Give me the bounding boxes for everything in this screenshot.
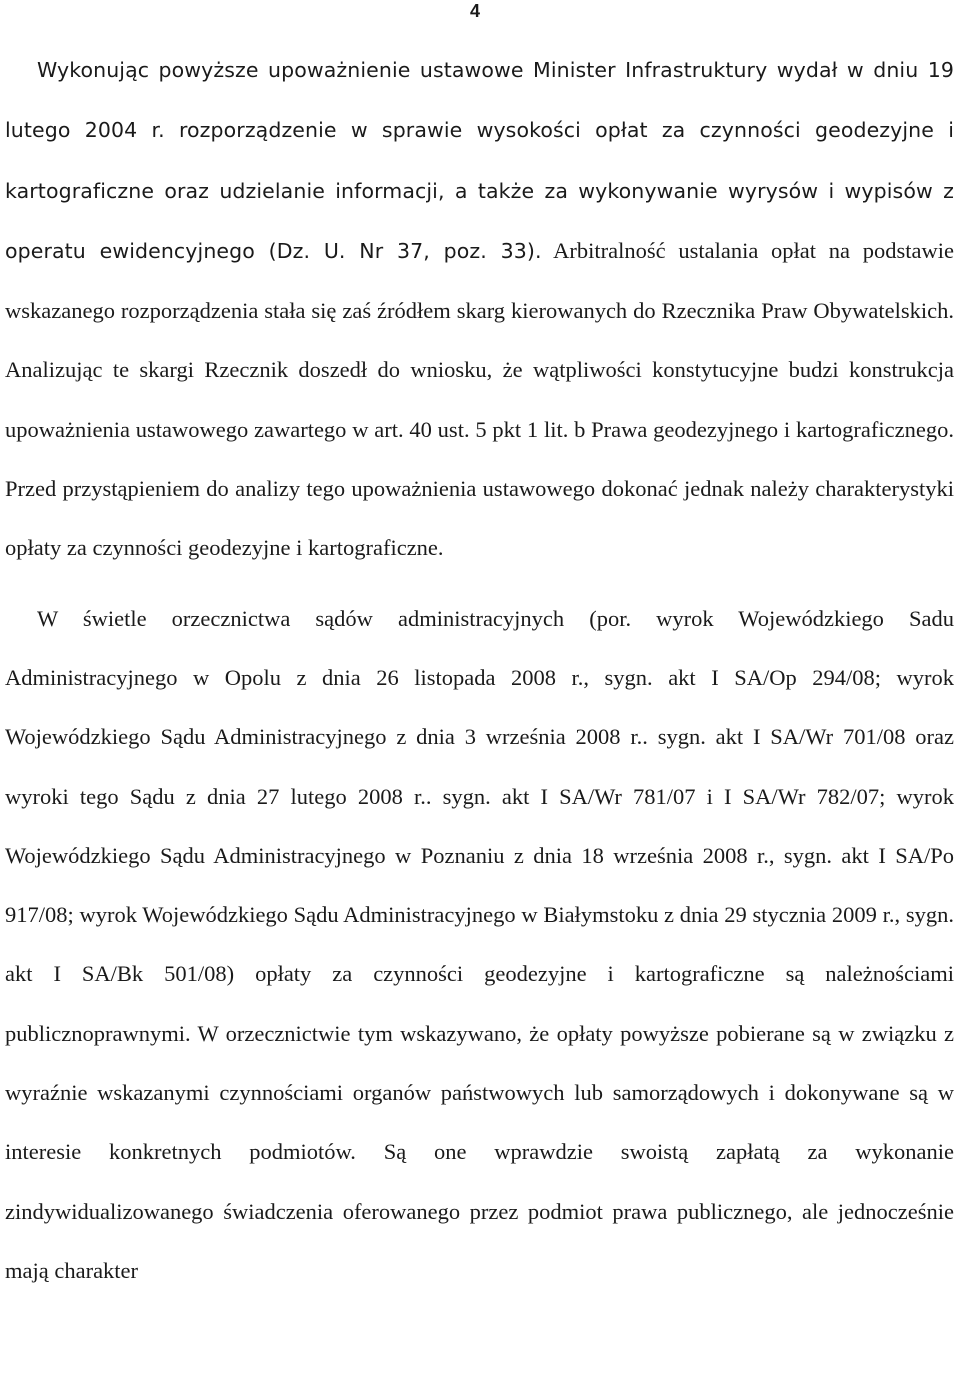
- paragraph-1-serif-text: Arbitralność ustalania opłat na podstawie wskazanego rozporządzenia stała się zaś źródłem skarg kierowanych do Rzecznika Praw Obywatelskich. Analizując te skargi Rzecznik doszedł do wniosku, że wątpliwości konstytucyjne budzi konstrukcja upoważnienia ustawowego zawartego w art. 40 ust. 5 pkt 1 lit. b Prawa geodezyjnego i kartograficznego. Przed przystąpieniem do analizy tego upoważnienia ustawowego dokonać jednak należy charakterystyki opłaty za czynności geodezyjne i kartograficzne.: [5, 237, 955, 561]
- document-body: [5, 40, 954, 1300]
- page-number: 4: [470, 1, 481, 21]
- paragraph-2: W świetle orzecznictwa sądów administracyjnych (por. wyrok Wojewódzkiego Sadu Administracyjnego w Opolu z dnia 26 listopada 2008 r., sygn. akt I SA/Op 294/08; wyrok Wojewódzkiego Sądu Administracyjnego z dnia 3 września 2008 r.. sygn. akt I SA/Wr 701/08 oraz wyroki tego Sądu z dnia 27 lutego 2008 r.. sygn. akt I SA/Wr 781/07 i I SA/Wr 782/07; wyrok Wojewódzkiego Sądu Administracyjnego w Poznaniu z dnia 18 września 2008 r., sygn. akt I SA/Po 917/08; wyrok Wojewódzkiego Sądu Administracyjnego w Białymstoku z dnia 29 stycznia 2009 r., sygn. akt I SA/Bk 501/08) opłaty za czynności geodezyjne i kartograficzne są należnościami publicznoprawnymi. W orzecznictwie tym wskazywano, że opłaty powyższe pobierane są w związku z wyraźnie wskazanymi czynnościami organów państwowych lub samorządowych i dokonywane są w interesie konkretnych podmiotów. Są one wprawdzie swoistą zapłatą za wykonanie zindywidualizowanego świadczenia oferowanego przez podmiot prawa publicznego, ale jednocześnie mają charakter: [5, 605, 954, 1283]
- paragraph-1-sans-text: Wykonując powyższe upoważnienie ustawowe Minister Infrastruktury wydał w dniu 19 lutego 2004 r. rozporządzenie w sprawie wysokości opłat za czynności geodezyjne i kartograficzne oraz udzielanie informacji, a także za wykonywanie wyrysów i wypisów z operatu ewidencyjnego (Dz. U. Nr 37, poz. 33).: [5, 58, 954, 263]
- paragraph-1: [5, 40, 954, 578]
